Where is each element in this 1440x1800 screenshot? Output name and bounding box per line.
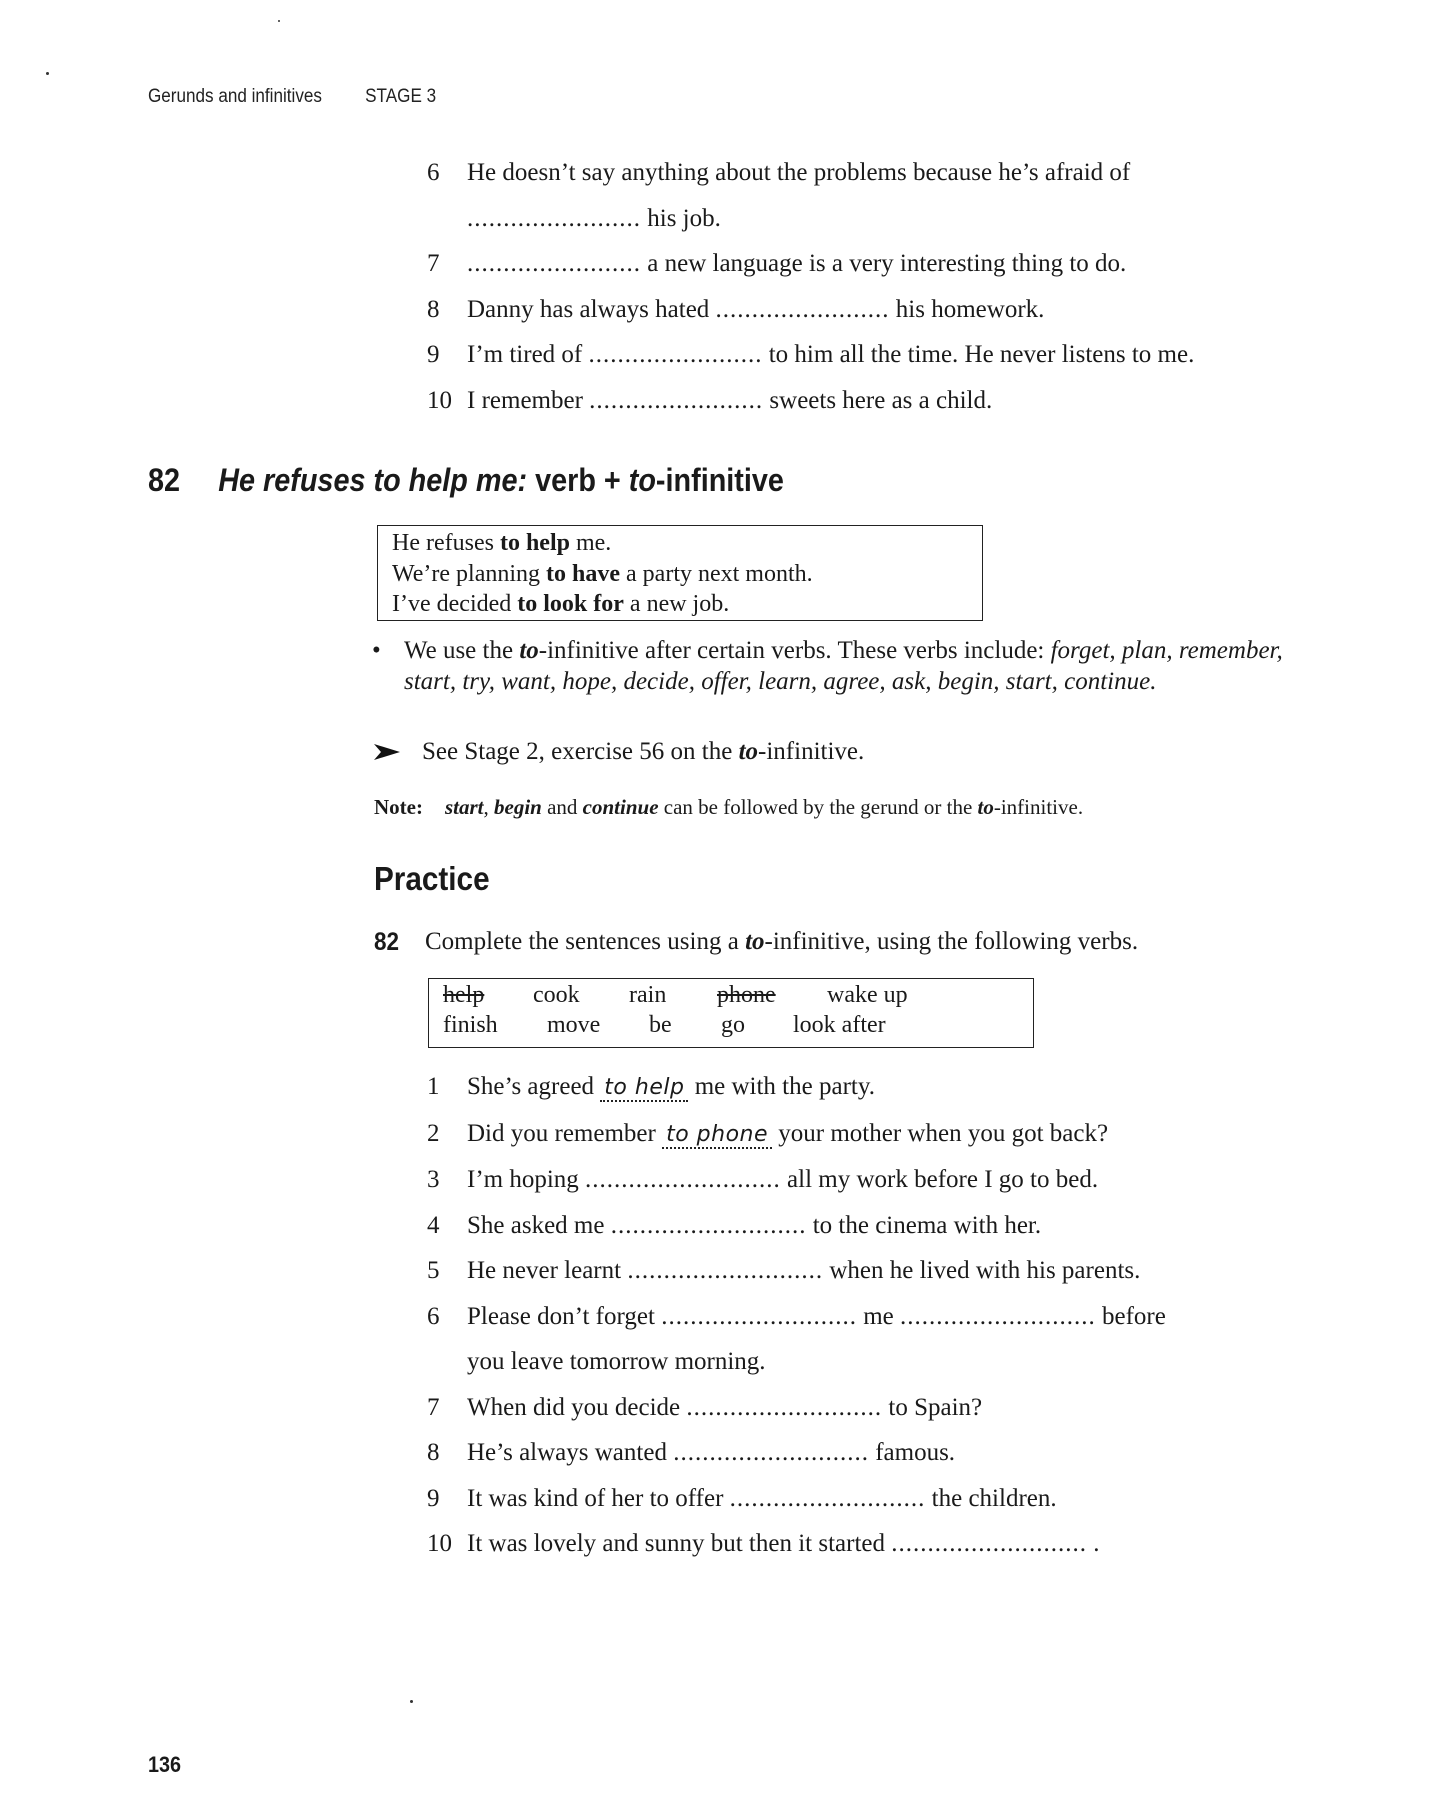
note-text: , bbox=[483, 795, 494, 819]
note-text: and bbox=[541, 795, 583, 819]
instruction-to: to bbox=[745, 928, 765, 955]
item-text: famous. bbox=[868, 1439, 956, 1466]
item-text: all my work before I go to bed. bbox=[780, 1166, 1099, 1193]
verb-box bbox=[428, 978, 1034, 1048]
example-text: a new job. bbox=[623, 591, 730, 617]
item-text: your mother when you got back? bbox=[772, 1119, 1109, 1147]
exercise-number: 82 bbox=[374, 928, 400, 956]
rule-verb-list: forget, plan, remember, start, try, want, hope, decide, offer, learn, agree, ask, begin, start, continue. bbox=[404, 637, 1283, 695]
answer-blank[interactable]: ........................ bbox=[715, 295, 890, 323]
practice-heading: Practice bbox=[374, 860, 490, 897]
verb-word: look after bbox=[793, 1012, 886, 1038]
scan-speck bbox=[46, 72, 49, 75]
handwritten-answer[interactable]: to phone bbox=[662, 1122, 772, 1149]
item-text: . bbox=[1086, 1530, 1100, 1557]
example-text: a party next month. bbox=[620, 560, 813, 587]
exercise-item bbox=[427, 332, 1357, 378]
header-section: Gerunds and infinitives bbox=[148, 86, 322, 107]
item-text: She asked me bbox=[467, 1211, 611, 1239]
instruction-part: Complete the sentences using a bbox=[425, 928, 746, 955]
item-text: to Spain? bbox=[882, 1393, 983, 1421]
item-number: 9 bbox=[427, 341, 440, 368]
item-text: me bbox=[856, 1302, 900, 1330]
verb-word-used: help bbox=[443, 982, 485, 1008]
note-label: Note: bbox=[374, 795, 423, 819]
exercise-instruction bbox=[374, 928, 1138, 957]
example-box bbox=[377, 525, 983, 621]
answer-blank[interactable]: ........................... bbox=[627, 1257, 824, 1284]
item-text: his job. bbox=[641, 204, 721, 232]
section-title-to: to bbox=[628, 462, 656, 498]
item-number: 2 bbox=[427, 1119, 440, 1147]
note-verb: continue bbox=[582, 795, 659, 819]
rule-text-part: -infinitive after certain verbs. These verbs include: bbox=[538, 637, 1051, 664]
item-text: to him all the time. He never listens to me. bbox=[762, 341, 1195, 368]
example-bold: to look for bbox=[517, 591, 624, 617]
answer-blank[interactable]: ........................... bbox=[585, 1166, 781, 1193]
item-number: 5 bbox=[427, 1257, 440, 1284]
exercise-item bbox=[427, 378, 1357, 424]
example-sentence bbox=[392, 559, 982, 590]
item-number: 7 bbox=[427, 1393, 440, 1421]
top-exercise-list bbox=[427, 150, 1357, 423]
rule-text-part: We use the bbox=[404, 637, 520, 664]
see-also-text[interactable] bbox=[422, 738, 864, 766]
instruction-part: -infinitive, using the following verbs. bbox=[764, 928, 1139, 955]
scan-speck bbox=[278, 20, 280, 22]
rule-to: to bbox=[519, 637, 539, 664]
exercise-item bbox=[427, 150, 1357, 241]
note-verb: start bbox=[444, 795, 484, 819]
item-number: 3 bbox=[427, 1166, 440, 1193]
item-text: I’m hoping bbox=[467, 1166, 586, 1193]
item-text: his homework. bbox=[889, 295, 1045, 323]
rule-bullet bbox=[372, 636, 1322, 697]
verb-word: cook bbox=[533, 982, 580, 1008]
item-text: you leave tomorrow morning. bbox=[467, 1348, 766, 1375]
answer-blank[interactable]: ........................... bbox=[899, 1302, 1096, 1330]
item-number: 9 bbox=[427, 1484, 440, 1512]
item-text: before bbox=[1095, 1302, 1166, 1330]
section-number: 82 bbox=[148, 462, 181, 498]
item-number: 10 bbox=[427, 1530, 452, 1557]
example-text: I’ve decided bbox=[392, 591, 518, 617]
item-text: the children. bbox=[925, 1484, 1057, 1512]
answer-blank[interactable]: ........................... bbox=[729, 1484, 926, 1512]
item-number: 1 bbox=[427, 1073, 440, 1100]
verb-word: go bbox=[721, 1012, 745, 1038]
section-title-text: verb + bbox=[527, 462, 629, 498]
arrowhead-icon bbox=[374, 742, 400, 762]
exercise-item bbox=[427, 1111, 1327, 1158]
see-also-to: to bbox=[738, 738, 759, 765]
item-number: 7 bbox=[427, 250, 440, 277]
item-text: It was kind of her to offer bbox=[467, 1484, 730, 1512]
exercise-item bbox=[427, 1294, 1327, 1385]
verb-word: move bbox=[547, 1012, 601, 1038]
item-text: sweets here as a child. bbox=[763, 386, 993, 414]
running-header bbox=[148, 86, 436, 108]
see-also bbox=[374, 738, 864, 766]
verb-word: finish bbox=[443, 1012, 498, 1038]
answer-blank[interactable]: ........................... bbox=[673, 1439, 869, 1466]
section-title-text: -infinitive bbox=[655, 462, 784, 498]
answer-blank[interactable]: ........................... bbox=[661, 1302, 857, 1330]
item-text: When did you decide bbox=[467, 1393, 687, 1421]
exercise-item bbox=[427, 1157, 1327, 1203]
item-text: She’s agreed bbox=[467, 1073, 601, 1100]
item-number: 8 bbox=[427, 1439, 440, 1466]
item-number: 8 bbox=[427, 295, 440, 323]
item-number: 6 bbox=[427, 1302, 440, 1330]
answer-blank[interactable]: ........................... bbox=[610, 1211, 807, 1239]
item-text: It was lovely and sunny but then it started bbox=[467, 1530, 892, 1557]
handwritten-answer[interactable]: to help bbox=[600, 1075, 688, 1102]
verb-word: wake up bbox=[827, 982, 908, 1008]
section-title-italic: He refuses to help me: bbox=[218, 462, 528, 498]
exercise-item bbox=[427, 1385, 1327, 1431]
exercise-item bbox=[427, 1248, 1327, 1294]
example-text: He refuses bbox=[392, 530, 500, 556]
answer-blank[interactable]: ........................... bbox=[686, 1393, 883, 1421]
note-to: to bbox=[977, 795, 994, 819]
exercise-item bbox=[427, 287, 1357, 333]
header-stage: STAGE 3 bbox=[365, 86, 437, 107]
item-number: 6 bbox=[427, 159, 440, 186]
item-text: Please don’t forget bbox=[467, 1302, 662, 1330]
answer-blank[interactable]: ........................ bbox=[467, 250, 641, 277]
note-text: can be followed by the gerund or the bbox=[658, 795, 978, 819]
exercise-item bbox=[427, 1476, 1327, 1522]
item-text: when he lived with his parents. bbox=[823, 1257, 1141, 1284]
item-text: I remember bbox=[467, 386, 590, 414]
item-text: I’m tired of bbox=[467, 341, 589, 368]
exercise-item bbox=[427, 1203, 1327, 1249]
item-text: He’s always wanted bbox=[467, 1439, 674, 1466]
answer-blank[interactable]: ........................ bbox=[589, 386, 764, 414]
note-verb: begin bbox=[494, 795, 542, 819]
exercise-item bbox=[427, 241, 1357, 287]
item-text: Did you remember bbox=[467, 1119, 663, 1147]
note-text: -infinitive. bbox=[993, 795, 1084, 819]
item-text: to the cinema with her. bbox=[806, 1211, 1042, 1239]
item-number: 4 bbox=[427, 1211, 440, 1239]
answer-blank[interactable]: ........................ bbox=[467, 204, 641, 232]
scan-speck bbox=[410, 1700, 413, 1703]
item-text: a new language is a very interesting thing to do. bbox=[641, 250, 1127, 277]
see-also-part: See Stage 2, exercise 56 on the bbox=[422, 738, 739, 765]
item-text: He never learnt bbox=[467, 1257, 628, 1284]
page-number: 136 bbox=[148, 1752, 182, 1777]
verb-word: be bbox=[649, 1012, 672, 1038]
section-heading bbox=[148, 462, 784, 499]
rule-text bbox=[404, 636, 1322, 697]
note bbox=[374, 795, 1083, 820]
exercise-item bbox=[427, 1064, 1327, 1111]
example-sentence bbox=[392, 589, 982, 620]
verb-word-used: phone bbox=[717, 982, 776, 1008]
item-text: He doesn’t say anything about the problems because he’s afraid of bbox=[467, 159, 1131, 186]
answer-blank[interactable]: ........................... bbox=[891, 1530, 1087, 1557]
example-text: me. bbox=[569, 530, 612, 556]
item-number: 10 bbox=[427, 386, 452, 414]
answer-blank[interactable]: ........................ bbox=[588, 341, 763, 368]
item-text: me with the party. bbox=[688, 1073, 875, 1100]
item-text: Danny has always hated bbox=[467, 295, 716, 323]
example-bold: to have bbox=[546, 560, 621, 587]
exercise-item bbox=[427, 1521, 1327, 1567]
example-text: We’re planning bbox=[392, 560, 547, 587]
see-also-part: -infinitive. bbox=[758, 738, 865, 765]
exercise-item bbox=[427, 1430, 1327, 1476]
practice-exercise-list bbox=[427, 1064, 1327, 1567]
instruction-text bbox=[425, 928, 1138, 957]
example-sentence bbox=[392, 528, 982, 559]
bullet-dot-icon: • bbox=[372, 637, 381, 664]
verb-word: rain bbox=[629, 982, 667, 1008]
example-bold: to help bbox=[499, 530, 570, 556]
